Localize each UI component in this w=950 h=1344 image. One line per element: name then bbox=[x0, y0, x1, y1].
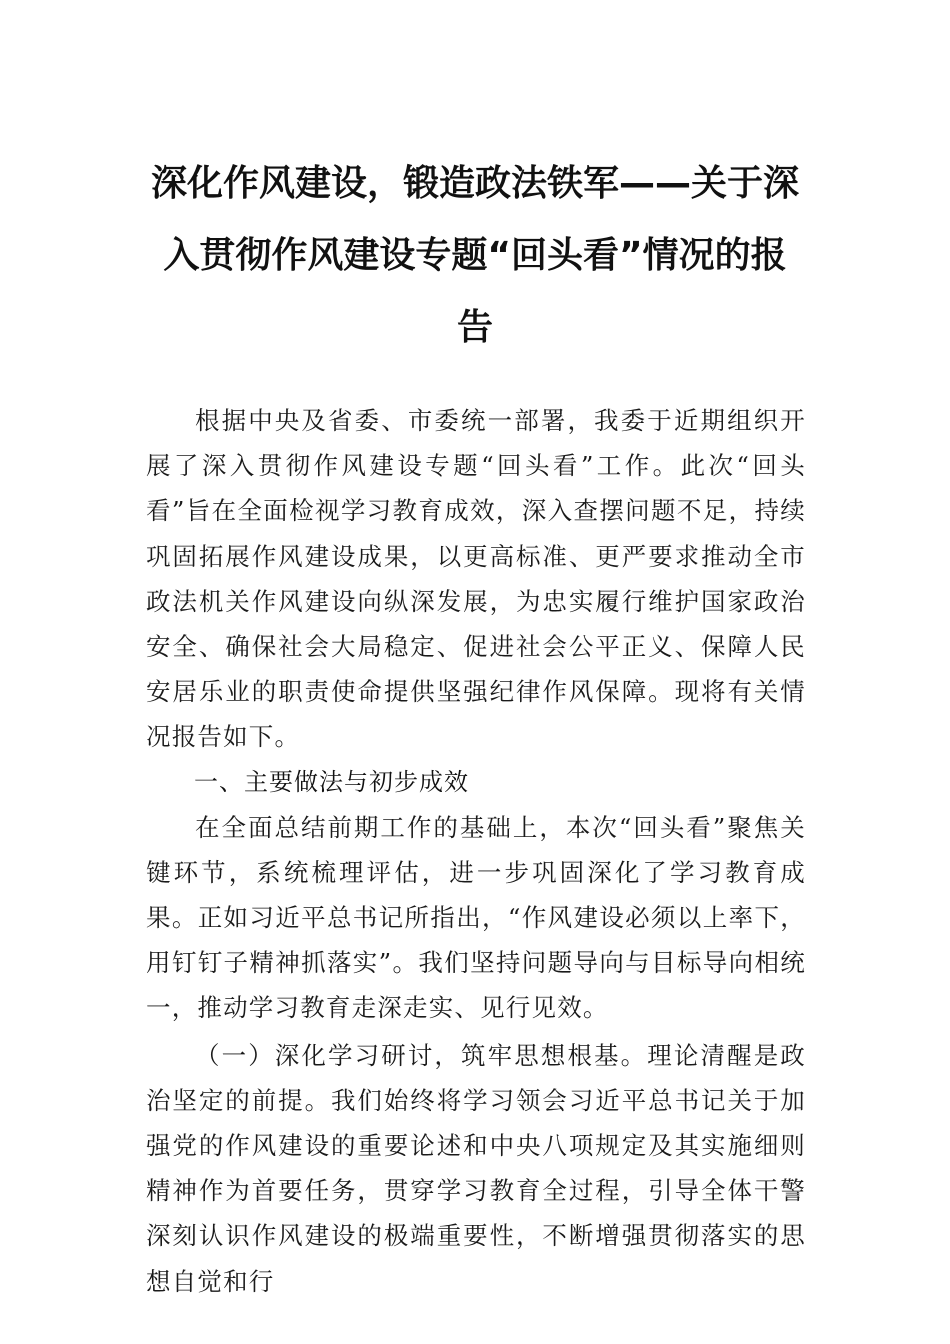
document-body bbox=[146, 398, 806, 1304]
subsection-1-lead: （一）深化学习研讨，筑牢思想根基。 bbox=[195, 1040, 648, 1070]
intro-paragraph: 根据中央及省委、市委统一部署，我委于近期组织开展了深入贯彻作风建设专题“回头看”工作。此次“回头看”旨在全面检视学习教育成效，深入查摆问题不足，持续巩固拓展作风建设成果，以更高标准、更严要求推动全市政法机关作风建设向纵深发展，为忠实履行维护国家政治安全、确保社会大局稳定、促进社会公平正义、保障人民安居乐业的职责使命提供坚强纪律作风保障。现将有关情况报告如下。 bbox=[146, 406, 806, 752]
subsection-1-text: 理论清醒是政治坚定的前提。我们始终将学习领会习近平总书记关于加强党的作风建设的重要论述和中央八项规定及其实施细则精神作为首要任务，贯穿学习教育全过程，引导全体干警深刻认识作风建设的极端重要性，不断增强贯彻落实的思想自觉和行 bbox=[146, 1040, 807, 1296]
subsection-1-paragraph bbox=[146, 1033, 806, 1304]
document-title: 深化作风建设，锻造政法铁军——关于深入贯彻作风建设专题“回头看”情况的报告 bbox=[150, 163, 799, 348]
section-heading-1: 一、主要做法与初步成效 bbox=[194, 767, 469, 796]
section-1-paragraph: 在全面总结前期工作的基础上，本次“回头看”聚焦关键环节，系统梳理评估，进一步巩固深化了学习教育成果。正如习近平总书记所指出，“作风建设必须以上率下，用钉钉子精神抓落实”。我们坚持问题导向与目标导向相统一，推动学习教育走深走实、见行见效。 bbox=[146, 812, 806, 1023]
